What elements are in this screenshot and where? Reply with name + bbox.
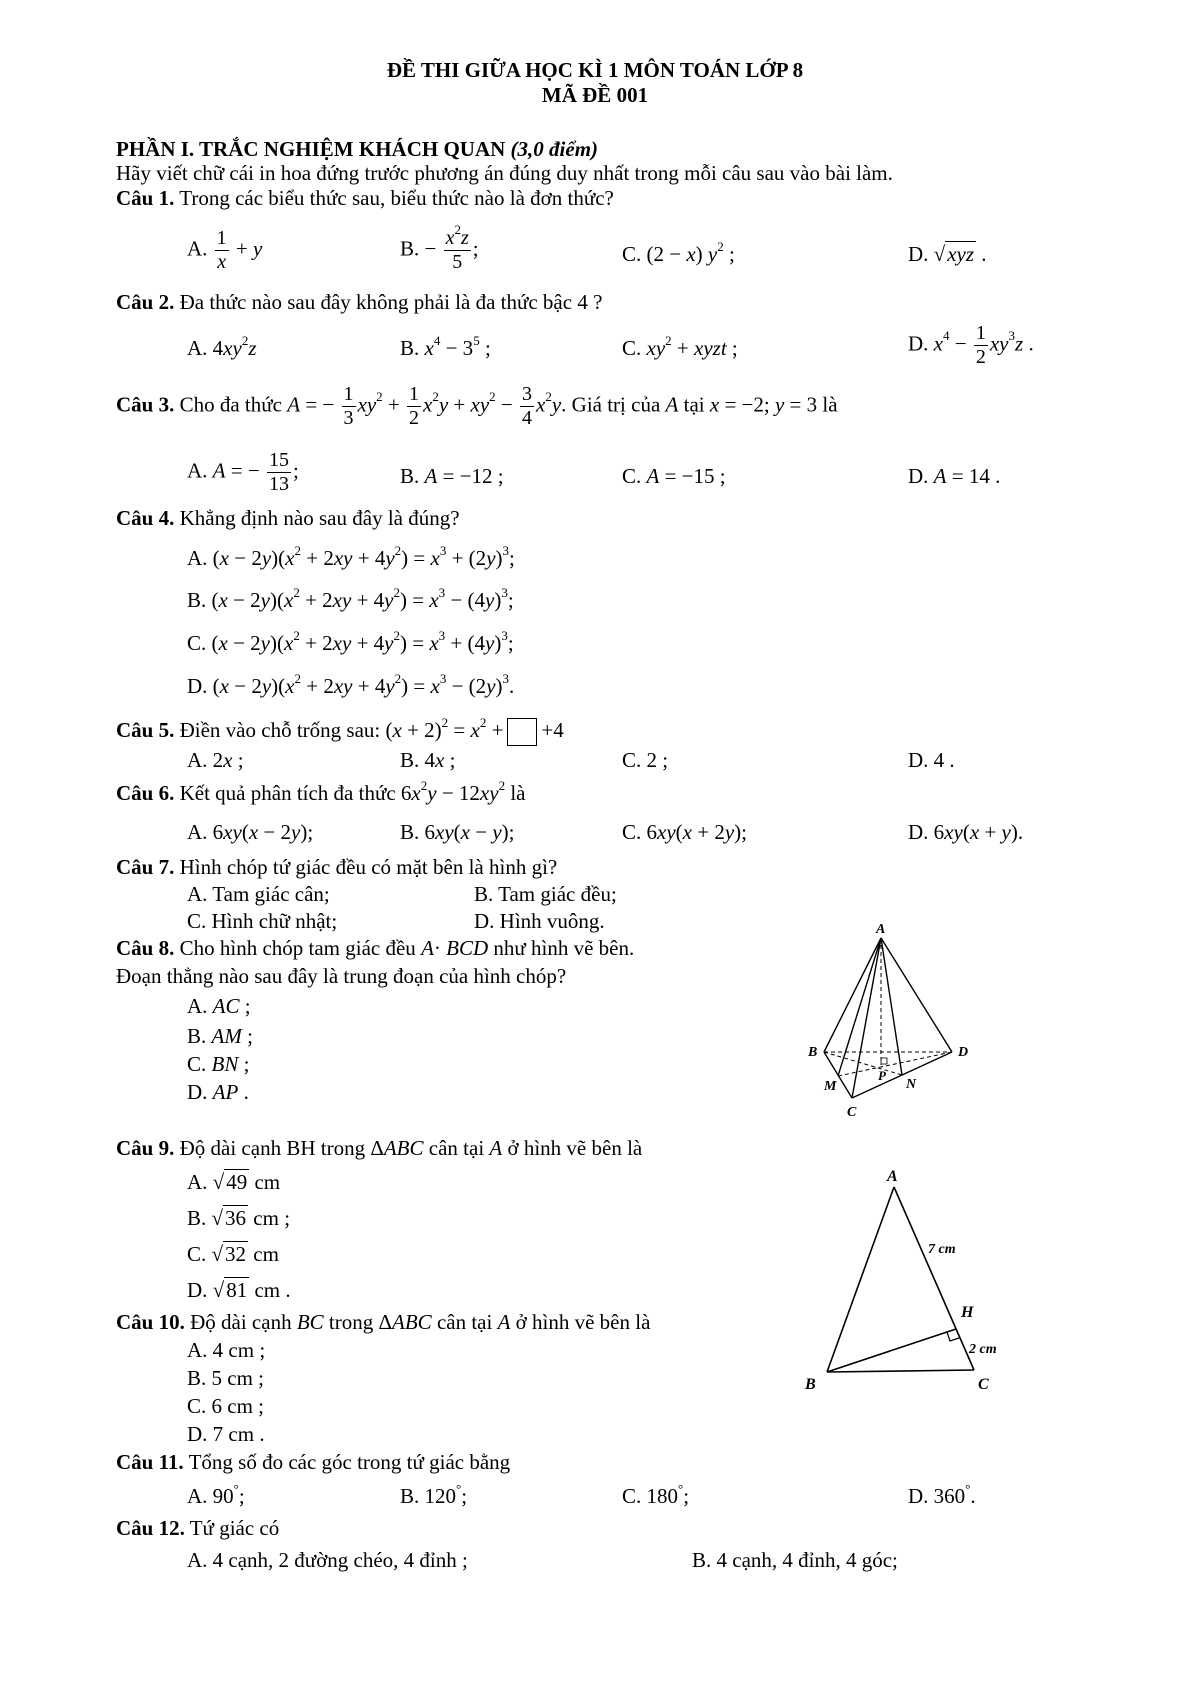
triangle-label-h: H	[961, 1304, 974, 1321]
q4-option-d: D. $(x - 2y)(x^2 + 2xy + 4y^2) = x^3 - (2y)^3$.	[187, 671, 515, 698]
triangle-label-c: C	[978, 1376, 989, 1393]
q10-option-b: B. 5 cm ;	[187, 1366, 264, 1390]
q5-option-d: D. 4 .	[908, 748, 955, 772]
q8-option-d: D. AP .	[187, 1080, 249, 1104]
pyramid-label-c: C	[847, 1105, 857, 1120]
question-5: Câu 5. Điền vào chỗ trống sau: $(x + 2)^2 = x^2 + +4$	[116, 718, 564, 746]
question-12: Câu 12. Tứ giác có	[116, 1516, 280, 1540]
q12-option-a: A. 4 cạnh, 2 đường chéo, 4 đỉnh ;	[187, 1548, 468, 1572]
q6-option-d: D. 6xy(x + y).	[908, 820, 1024, 844]
pyramid-label-a: A	[876, 922, 886, 937]
q6-option-a: A. 6xy(x − 2y);	[187, 820, 314, 844]
triangle-length-ah: 7 cm	[928, 1242, 956, 1257]
q4-option-a: A. $(x - 2y)(x^2 + 2xy + 4y^2) = x^3 + (2y)^3$;	[187, 543, 515, 570]
triangle-label-b: B	[805, 1376, 816, 1393]
question-8-line2: Đoạn thẳng nào sau đây là trung đoạn của hình chóp?	[116, 964, 567, 988]
pyramid-figure	[800, 920, 990, 1120]
q5-option-c: C. 2 ;	[622, 748, 669, 772]
q2-option-a: A. $4xy^2z$	[187, 333, 257, 360]
question-7: Câu 7. Hình chóp tứ giác đều có mặt bên là hình gì?	[116, 855, 558, 879]
q8-option-a: A. AC ;	[187, 994, 251, 1018]
q11-option-d: D. 360°.	[908, 1481, 976, 1508]
q6-option-b: B. 6xy(x − y);	[400, 820, 515, 844]
q3-option-b: B. A = −12 ;	[400, 464, 504, 488]
q12-option-b: B. 4 cạnh, 4 đỉnh, 4 góc;	[692, 1548, 898, 1572]
q7-option-c: C. Hình chữ nhật;	[187, 909, 338, 933]
question-9: Câu 9. Độ dài cạnh BH trong ΔABC cân tại A ở hình vẽ bên là	[116, 1136, 643, 1160]
q9-option-d: D. √81 cm .	[187, 1278, 291, 1302]
q1-option-c: C. (2 − x) $y^2$ ;	[622, 239, 735, 266]
q8-option-b: B. AM ;	[187, 1024, 253, 1048]
question-1: Câu 1. Trong các biểu thức sau, biểu thức nào là đơn thức?	[116, 186, 614, 210]
question-10: Câu 10. Độ dài cạnh BC trong ΔABC cân tại A ở hình vẽ bên là	[116, 1310, 651, 1334]
section-instruction: Hãy viết chữ cái in hoa đứng trước phương án đúng duy nhất trong mỗi câu sau vào bài làm.	[116, 161, 893, 185]
q5-option-a: A. 2x ;	[187, 748, 244, 772]
q10-option-c: C. 6 cm ;	[187, 1394, 264, 1418]
pyramid-label-b: B	[808, 1045, 818, 1060]
pyramid-label-n: N	[906, 1077, 917, 1092]
q11-option-c: C. 180°;	[622, 1481, 690, 1508]
q10-option-a: A. 4 cm ;	[187, 1338, 266, 1362]
q8-option-c: C. BN ;	[187, 1052, 250, 1076]
q11-option-a: A. 90°;	[187, 1481, 245, 1508]
q1-option-b: B. − $\frac{x^2z}{5}$ ;	[400, 222, 479, 273]
triangle-figure	[795, 1165, 1025, 1395]
q4-option-c: C. $(x - 2y)(x^2 + 2xy + 4y^2) = x^3 + (4y)^3$;	[187, 628, 514, 655]
triangle-label-a: A	[887, 1168, 898, 1185]
pyramid-label-p: P	[878, 1068, 886, 1083]
exam-code: MÃ ĐỀ 001	[541, 83, 649, 107]
question-4: Câu 4. Khẳng định nào sau đây là đúng?	[116, 506, 460, 530]
q1-option-a: A. $\frac{1}{x}$ + y	[187, 227, 263, 273]
blank-box	[507, 718, 537, 746]
q2-option-b: B. $x^4 - 3^5$ ;	[400, 333, 491, 360]
question-6: Câu 6. Kết quả phân tích đa thức $6x^2y - 12xy^2$ là	[116, 778, 526, 805]
q10-option-d: D. 7 cm .	[187, 1422, 265, 1446]
q5-option-b: B. 4x ;	[400, 748, 456, 772]
q9-option-c: C. √32 cm	[187, 1242, 279, 1266]
section-title: PHẦN I. TRẮC NGHIỆM KHÁCH QUAN (3,0 điểm)	[116, 137, 599, 161]
q7-option-d: D. Hình vuông.	[474, 909, 605, 933]
q9-option-b: B. √36 cm ;	[187, 1206, 291, 1230]
q3-option-a: A. A = − $\frac{15}{13}$ ;	[187, 449, 299, 495]
q2-option-c: C. $xy^2$ + xyzt ;	[622, 333, 738, 360]
q4-option-b: B. $(x - 2y)(x^2 + 2xy + 4y^2) = x^3 - (4y)^3$;	[187, 585, 514, 612]
q7-option-b: B. Tam giác đều;	[474, 882, 617, 906]
pyramid-label-d: D	[958, 1045, 969, 1060]
q2-option-d: D. $x^4$ − $\frac{1}{2}$ $xy^3z$ .	[908, 322, 1034, 368]
q9-option-a: A. √49 cm	[187, 1170, 281, 1194]
question-3: Câu 3. Cho đa thức A = − $\frac{1}{3}$ $xy^2$ + $\frac{1}{2}$ $x^2y + xy^2$ − $\frac{3}{4}$ $x^2y$. Giá trị của A tại x = −2; y = 3 là	[116, 383, 838, 429]
q3-option-d: D. A = 14 .	[908, 464, 1001, 488]
q1-option-d: D. √xyz .	[908, 242, 987, 266]
q7-option-a: A. Tam giác cân;	[187, 882, 330, 906]
q6-option-c: C. 6xy(x + 2y);	[622, 820, 747, 844]
q3-option-c: C. A = −15 ;	[622, 464, 726, 488]
question-11: Câu 11. Tổng số đo các góc trong tứ giác bằng	[116, 1450, 511, 1474]
exam-title: ĐỀ THI GIỮA HỌC KÌ 1 MÔN TOÁN LỚP 8	[386, 58, 804, 82]
question-8: Câu 8. Cho hình chóp tam giác đều A· BCD như hình vẽ bên.	[116, 936, 635, 960]
pyramid-label-m: M	[824, 1079, 837, 1094]
triangle-length-hc: 2 cm	[969, 1342, 997, 1357]
question-2: Câu 2. Đa thức nào sau đây không phải là đa thức bậc 4 ?	[116, 290, 603, 314]
q11-option-b: B. 120°;	[400, 1481, 468, 1508]
